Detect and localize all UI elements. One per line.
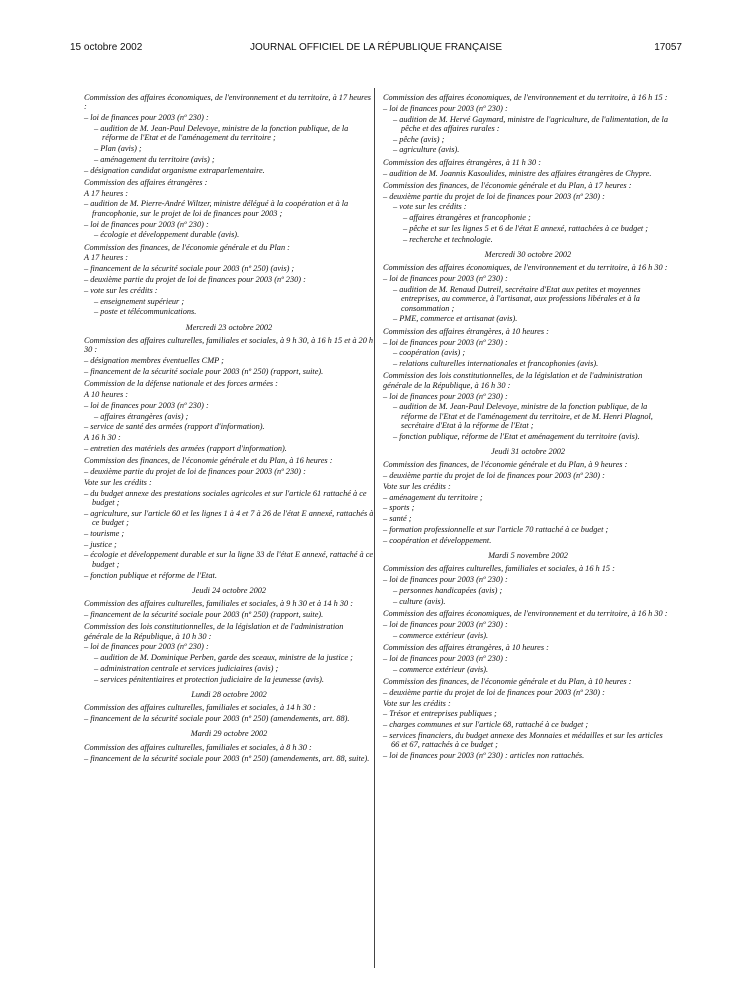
- agenda-item: – écologie et développement durable (avis).: [94, 230, 240, 240]
- agenda-item: – audition de M. Hervé Gaymard, ministre de l'agriculture, de l'alimentation, de la pêche et des affaires rurales :: [393, 114, 668, 133]
- agenda-item: – audition de M. Joannis Kasoulides, ministre des affaires étrangères de Chypre.: [383, 168, 652, 178]
- commission-heading: Commission des affaires économiques, de l'environnement et du territoire, à 16 h 30 :: [383, 263, 668, 273]
- agenda-item: – agriculture (avis).: [393, 145, 460, 155]
- session-time: Vote sur les crédits :: [84, 477, 152, 487]
- agenda-item: – loi de finances pour 2003 (nº 230) :: [383, 575, 508, 585]
- agenda-item: – financement de la sécurité sociale pour 2003 (nº 250) (avis) ;: [84, 264, 295, 274]
- agenda-item: – fonction publique et réforme de l'Etat.: [84, 570, 217, 580]
- commission-heading: Commission des affaires culturelles, familiales et sociales, à 14 h 30 :: [84, 703, 316, 713]
- agenda-item: – loi de finances pour 2003 (nº 230) :: [383, 653, 508, 663]
- commission-heading: Commission des affaires culturelles, familiales et sociales, à 8 h 30 :: [84, 742, 312, 752]
- commission-heading: Commission des affaires étrangères :: [84, 177, 208, 187]
- agenda-item: – financement de la sécurité sociale pour 2003 (nº 250) (amendements, art. 88).: [84, 714, 350, 724]
- agenda-item: – loi de finances pour 2003 (nº 230) :: [383, 103, 508, 113]
- agenda-item: – audition de M. Renaud Dutreil, secrétaire d'Etat aux petites et moyennes entreprises, au commerce, à l'artisanat, aux professions libérales et à la consommation ;: [393, 285, 641, 313]
- commission-heading: Commission des affaires culturelles, familiales et sociales, à 9 h 30, à 16 h 15 et à 20 h 30 :: [84, 336, 374, 355]
- agenda-item: – loi de finances pour 2003 (nº 230) :: [383, 337, 508, 347]
- date-heading: Jeudi 24 octobre 2002: [191, 585, 267, 595]
- agenda-item: – recherche et technologie.: [403, 234, 493, 244]
- date-heading: Mercredi 30 octobre 2002: [484, 250, 572, 260]
- commission-heading: Commission des finances, de l'économie générale et du Plan :: [84, 242, 290, 252]
- session-time: Vote sur les crédits :: [383, 481, 451, 491]
- session-time: A 17 heures :: [84, 188, 129, 198]
- commission-heading: Commission des lois constitutionnelles, de la législation et de l'administration générale de la République, à 10 h 30 :: [84, 622, 344, 641]
- agenda-item: – du budget annexe des prestations sociales agricoles et sur l'article 61 rattaché à ce budget ;: [84, 488, 367, 507]
- agenda-item: – pêche (avis) ;: [393, 134, 445, 144]
- agenda-item: – administration centrale et services judiciaires (avis) ;: [94, 663, 279, 673]
- session-time: Vote sur les crédits :: [383, 698, 451, 708]
- agenda-item: – deuxième partie du projet de loi de finances pour 2003 (nº 230) :: [383, 471, 605, 481]
- agenda-item: – culture (avis).: [393, 596, 446, 606]
- agenda-item: – affaires étrangères et francophonie ;: [403, 213, 531, 223]
- agenda-item: – affaires étrangères (avis) ;: [94, 411, 189, 421]
- agenda-item: – audition de M. Pierre-André Wiltzer, ministre délégué à la coopération et à la francophonie, sur le projet de loi de finances pour 2003 ;: [84, 199, 349, 218]
- agenda-item: – aménagement du territoire (avis) ;: [94, 154, 215, 164]
- session-time: A 17 heures :: [84, 253, 129, 263]
- commission-heading: Commission des finances, de l'économie générale et du Plan, à 10 heures :: [383, 676, 632, 686]
- commission-heading: Commission des affaires économiques, de l'environnement et du territoire, à 16 h 15 :: [383, 93, 668, 102]
- agenda-item: – coopération et développement.: [383, 535, 492, 545]
- date-heading: Lundi 28 octobre 2002: [191, 690, 267, 700]
- agenda-item: – services pénitentiaires et protection judiciaire de la jeunesse (avis).: [94, 674, 324, 684]
- agenda-item: – services financiers, du budget annexe des Monnaies et médailles et sur les articles 66 et 67, rattachés à ce budget ;: [383, 730, 663, 750]
- agenda-item: – coopération (avis) ;: [393, 348, 466, 358]
- agenda-item: – désignation membres éventuelles CMP ;: [84, 356, 224, 366]
- session-time: A 10 heures :: [84, 390, 129, 400]
- agenda-item: – désignation candidat organisme extraparlementaire.: [84, 165, 265, 175]
- agenda-item: – aménagement du territoire ;: [383, 492, 483, 502]
- agenda-item: – deuxième partie du projet de loi de finances pour 2003 (nº 230) :: [84, 467, 306, 477]
- agenda-item: – pêche et sur les lignes 5 et 6 de l'état E annexé, rattachées à ce budget ;: [403, 224, 649, 234]
- agenda-item: – tourisme ;: [84, 528, 125, 538]
- agenda-item: – vote sur les crédits :: [84, 285, 158, 295]
- agenda-item: – loi de finances pour 2003 (nº 230) :: [383, 274, 508, 284]
- date-heading: Jeudi 31 octobre 2002: [490, 447, 566, 456]
- agenda-item: – PME, commerce et artisanat (avis).: [393, 314, 518, 324]
- agenda-item: – écologie et développement durable et sur la ligne 33 de l'état E annexé, rattaché à ce budget ;: [84, 550, 374, 569]
- commission-heading: Commission des finances, de l'économie générale et du Plan, à 17 heures :: [383, 180, 632, 190]
- agenda-item: – loi de finances pour 2003 (nº 230) :: [84, 642, 209, 652]
- commission-heading: Commission des affaires culturelles, familiales et sociales, à 9 h 30 et à 14 h 30 :: [84, 599, 354, 609]
- agenda-item: – financement de la sécurité sociale pour 2003 (nº 250) (amendements, art. 88, suite).: [84, 753, 370, 763]
- agenda-item: – entretien des matériels des armées (rapport d'information).: [84, 444, 287, 453]
- page-header: [70, 42, 682, 56]
- date-heading: Mardi 29 octobre 2002: [190, 729, 268, 739]
- agenda-item: – Trésor et entreprises publiques ;: [383, 709, 497, 719]
- agenda-item: – commerce extérieur (avis).: [393, 630, 489, 640]
- agenda-item: – commerce extérieur (avis).: [393, 664, 489, 674]
- date-heading: Mercredi 23 octobre 2002: [185, 322, 273, 332]
- agenda-item: – relations culturelles internationales et francophonies (avis).: [393, 359, 599, 369]
- agenda-item: – loi de finances pour 2003 (nº 230) :: [383, 619, 508, 629]
- agenda-item: – deuxième partie du projet de loi de finances pour 2003 (nº 230) :: [84, 275, 306, 285]
- agenda-item: – loi de finances pour 2003 (nº 230) :: [84, 219, 209, 229]
- right-column: [383, 90, 673, 762]
- session-time: A 16 h 30 :: [84, 433, 121, 443]
- header-date: 15 octobre 2002: [70, 42, 143, 53]
- header-page-number: 17057: [654, 42, 682, 53]
- agenda-item: – loi de finances pour 2003 (nº 230) :: [383, 391, 508, 401]
- agenda-item: – loi de finances pour 2003 (nº 230) :: [84, 113, 209, 123]
- commission-heading: Commission des finances, de l'économie générale et du Plan, à 9 heures :: [383, 460, 628, 470]
- date-heading: Mardi 5 novembre 2002: [488, 551, 568, 561]
- agenda-item: – santé ;: [383, 514, 412, 524]
- agenda-item: – financement de la sécurité sociale pour 2003 (nº 250) (rapport, suite).: [84, 609, 324, 619]
- commission-heading: Commission des finances, de l'économie générale et du Plan, à 16 heures :: [84, 456, 333, 466]
- left-column: [84, 90, 374, 764]
- agenda-item: – deuxième partie du projet de loi de finances pour 2003 (nº 230) :: [383, 191, 605, 201]
- agenda-item: – audition de M. Jean-Paul Delevoye, ministre de la fonction publique, de la réforme de l'Etat et de l'aménagement du territoire ;: [94, 123, 349, 143]
- agenda-item: – poste et télécommunications.: [94, 307, 197, 317]
- agenda-item: – loi de finances pour 2003 (nº 230) :: [84, 400, 209, 410]
- agenda-item: – personnes handicapées (avis) ;: [393, 586, 503, 596]
- agenda-item: – charges communes et sur l'article 68, rattaché à ce budget ;: [383, 720, 589, 730]
- commission-heading: Commission des affaires étrangères, à 11 h 30 :: [383, 157, 542, 167]
- column-divider: [374, 88, 375, 968]
- agenda-item: – agriculture, sur l'article 60 et les lignes 1 à 4 et 7 à 26 de l'état E annexé, rattachés à ce budget ;: [84, 508, 374, 528]
- agenda-item: – formation professionnelle et sur l'article 70 rattaché à ce budget ;: [383, 525, 609, 535]
- agenda-item: – fonction publique, réforme de l'Etat et aménagement du territoire (avis).: [393, 431, 640, 441]
- agenda-item: – loi de finances pour 2003 (nº 230) : articles non rattachés.: [383, 751, 585, 761]
- agenda-item: – audition de M. Dominique Perben, garde des sceaux, ministre de la justice ;: [94, 653, 353, 663]
- commission-heading: Commission des affaires étrangères, à 10 heures :: [383, 643, 549, 653]
- commission-heading: Commission des affaires économiques, de l'environnement et du territoire, à 17 heures :: [84, 93, 371, 112]
- agenda-item: – vote sur les crédits :: [393, 202, 467, 212]
- commission-heading: Commission de la défense nationale et des forces armées :: [84, 379, 278, 389]
- commission-heading: Commission des affaires étrangères, à 10 heures :: [383, 326, 549, 336]
- agenda-item: – enseignement supérieur ;: [94, 296, 185, 306]
- agenda-item: – sports ;: [383, 503, 415, 513]
- commission-heading: Commission des affaires culturelles, familiales et sociales, à 16 h 15 :: [383, 564, 615, 574]
- agenda-item: – audition de M. Jean-Paul Delevoye, ministre de la fonction publique, de la réforme de l'Etat et de l'aménagement du territoire, et de M. Henri Plagnol, secrétaire d'Etat à la réforme de l'Etat ;: [393, 402, 653, 430]
- commission-heading: Commission des affaires économiques, de l'environnement et du territoire, à 16 h 30 :: [383, 609, 668, 619]
- header-title: JOURNAL OFFICIEL DE LA RÉPUBLIQUE FRANÇAISE: [249, 42, 503, 53]
- commission-heading: Commission des lois constitutionnelles, de la législation et de l'administration générale de la République, à 16 h 30 :: [383, 371, 643, 390]
- agenda-item: – Plan (avis) ;: [94, 143, 142, 153]
- agenda-item: – service de santé des armées (rapport d'information).: [84, 422, 265, 432]
- agenda-item: – justice ;: [84, 539, 117, 549]
- agenda-item: – financement de la sécurité sociale pour 2003 (nº 250) (rapport, suite).: [84, 366, 324, 376]
- agenda-item: – deuxième partie du projet de loi de finances pour 2003 (nº 230) :: [383, 687, 605, 697]
